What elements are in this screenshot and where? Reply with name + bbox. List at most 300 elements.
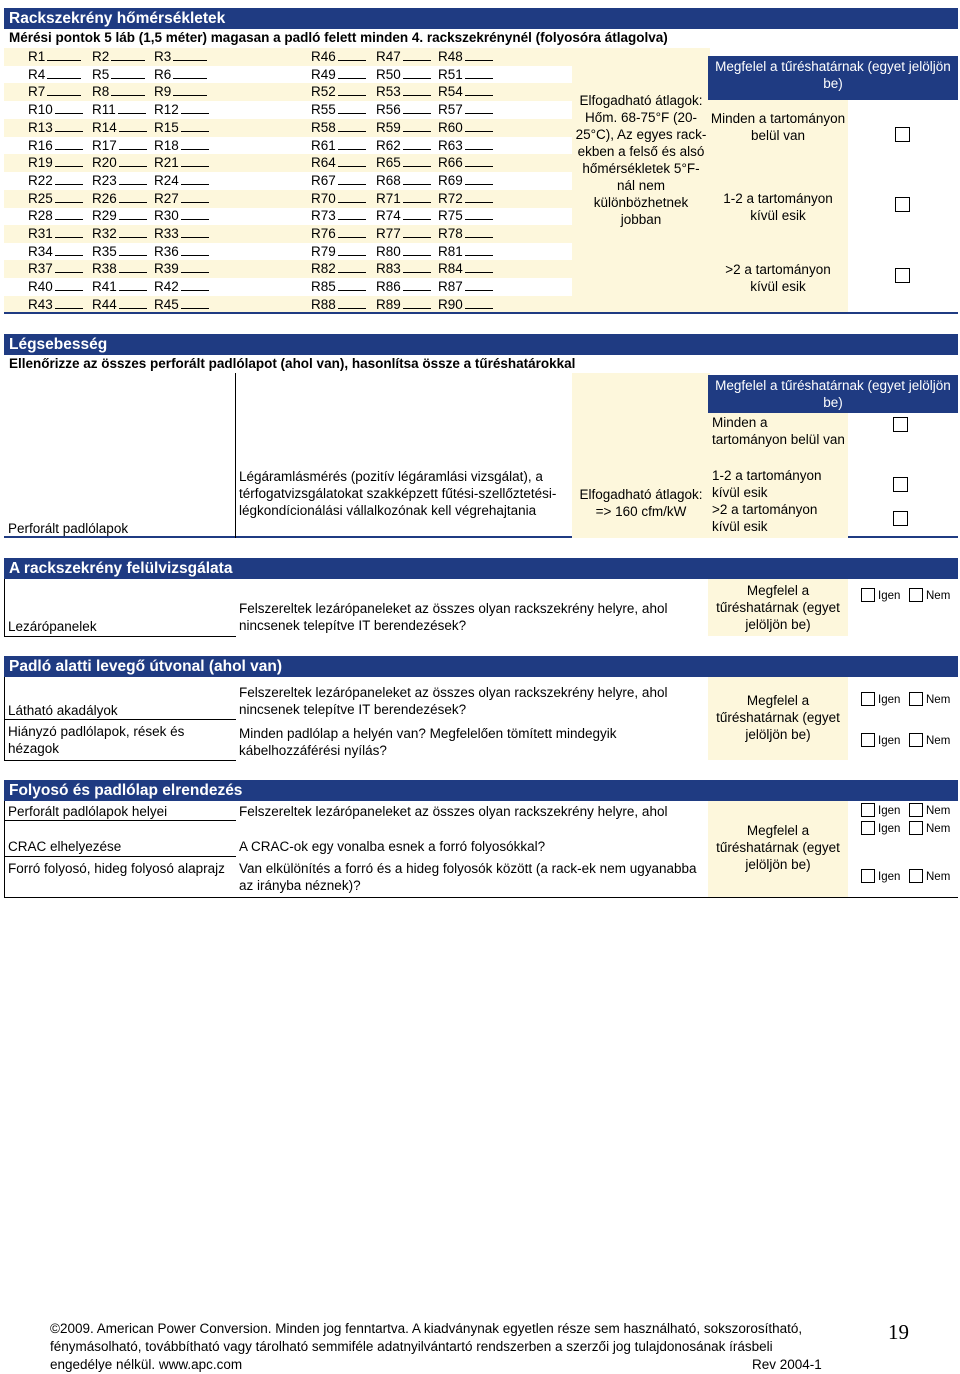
layout-label-1: Perforált padlólapok helyei [8,804,168,819]
rack-reading-blank[interactable] [47,68,81,79]
rack-reading-blank[interactable] [119,156,147,167]
rack-reading-field[interactable] [92,66,145,84]
rack-reading-blank[interactable] [55,174,83,185]
rack-id-label: R46 [311,49,336,64]
rack-reading-blank[interactable] [338,156,366,167]
rack-reading-field[interactable] [92,83,145,101]
rack-reading-blank[interactable] [55,192,83,203]
rack-id-label: R74 [376,208,401,223]
rack-option-3-checkbox[interactable] [895,268,910,283]
air-option-1: Minden a tartományon belül van [712,415,845,447]
rack-id-label: R52 [311,84,336,99]
rack-id-label: R31 [28,226,53,241]
rack-reading-blank[interactable] [403,227,431,238]
rack-reading-field[interactable] [311,278,366,296]
rack-id-label: R79 [311,244,336,259]
rack-reading-blank[interactable] [465,192,493,203]
rack-reading-blank[interactable] [338,103,366,114]
rack-reading-blank[interactable] [181,174,209,185]
rack-id-label: R43 [28,297,53,312]
rack-reading-field[interactable] [376,119,431,137]
rack-id-label: R10 [28,102,53,117]
rack-reading-field[interactable] [154,278,209,296]
rack-reading-field[interactable] [92,190,147,208]
rack-reading-blank[interactable] [181,103,209,114]
air-option-3: >2 a tartományon kívül esik [712,502,818,534]
rack-reading-blank[interactable] [465,280,493,291]
rack-id-label: R16 [28,138,53,153]
rack-reading-blank[interactable] [338,262,366,273]
rack-id-label: R77 [376,226,401,241]
rack-reading-field[interactable] [311,207,366,225]
air-description: Légáramlásmérés (pozitív légáramlási vizsgálat), a térfogatvizsgálatokat szakképzett fűtési-szellőztetési-légkondícionálási vállalkozónak kell végrehajtania [239,469,557,518]
layout-2-no-label: Nem [926,823,951,835]
rack-reading-field[interactable] [154,101,209,119]
rack-reading-field[interactable] [92,207,147,225]
rack-id-label: R30 [154,208,179,223]
rack-reading-field[interactable] [92,119,147,137]
rack-reading-field[interactable] [92,243,147,261]
rack-reading-field[interactable] [154,154,209,172]
layout-row1-underline [4,820,236,821]
rack-reading-field[interactable] [311,225,366,243]
underfloor-2-no-checkbox[interactable] [909,733,923,747]
rack-id-label: R73 [311,208,336,223]
layout-bottom-rule [4,897,958,898]
layout-1-no-checkbox[interactable] [909,803,923,817]
rack-id-label: R90 [438,297,463,312]
rack-reading-blank[interactable] [119,174,147,185]
rack-id-label: R81 [438,244,463,259]
rack-reading-blank[interactable] [403,103,431,114]
rack-reading-blank[interactable] [465,156,493,167]
rack-reading-field[interactable] [154,119,209,137]
rack-reading-blank[interactable] [403,245,431,256]
layout-2-no-checkbox[interactable] [909,821,923,835]
rack-reading-blank[interactable] [338,245,366,256]
rack-reading-blank[interactable] [119,209,147,220]
rack-reading-field[interactable] [28,190,83,208]
rack-reading-blank[interactable] [119,262,147,273]
rack-id-label: R37 [28,261,53,276]
underfloor-1-no-label: Nem [926,694,951,706]
rack-reading-field[interactable] [311,154,366,172]
rack-reading-field[interactable] [92,260,147,278]
rack-reading-field[interactable] [438,190,493,208]
rack-id-label: R71 [376,191,401,206]
rack-reading-blank[interactable] [119,227,147,238]
rack-reading-field[interactable] [376,154,431,172]
rack-id-label: R1 [28,49,46,64]
review-no-label: Nem [926,590,951,602]
rack-reading-blank[interactable] [403,50,431,61]
rack-reading-field[interactable] [311,83,366,101]
rack-reading-blank[interactable] [338,85,366,96]
rack-reading-blank[interactable] [111,85,145,96]
rack-reading-blank[interactable] [181,156,209,167]
underfloor-tolerance-text: Megfelel a tűréshatárnak (egyet jelöljön be) [716,693,840,742]
review-no-checkbox[interactable] [909,588,923,602]
rack-temps-subtitle: Mérési pontok 5 láb (1,5 méter) magasan a padló felett minden 4. rackszekrénynél (folyosóra átlagolva) [9,30,668,45]
footer-copyright: ©2009. American Power Conversion. Minden jog fenntartva. A kiadványnak egyetlen része sem használható, sokszorosítható, fénymásolható, továbbítható vagy tárolható semmiféle adatnyilvántartó rendszerben a szerzői jog tulajdonosának írásbeli engedélye nélkül. www.apc.com [50,1321,803,1372]
rack-id-label: R38 [92,261,117,276]
rack-id-label: R9 [154,84,172,99]
rack-id-label: R24 [154,173,179,188]
rack-id-label: R47 [376,49,401,64]
rack-id-label: R82 [311,261,336,276]
underfloor-label-2: Hiányzó padlólapok, rések és hézagok [8,724,185,756]
rack-reading-blank[interactable] [55,280,83,291]
rack-reading-blank[interactable] [465,68,493,79]
rack-reading-blank[interactable] [338,121,366,132]
rack-id-label: R17 [92,138,117,153]
rack-reading-field[interactable] [28,48,81,66]
rack-reading-blank[interactable] [338,298,366,309]
rack-id-label: R22 [28,173,53,188]
rack-reading-blank[interactable] [403,156,431,167]
rack-id-label: R29 [92,208,117,223]
rack-reading-blank[interactable] [465,298,493,309]
rack-reading-blank[interactable] [118,103,146,114]
rack-reading-field[interactable] [92,225,147,243]
section-title-rack-review: A rackszekrény felülvizsgálata [4,558,958,579]
air-velocity-subtitle: Ellenőrizze az összes perforált padlólapot (ahol van), hasonlítsa össze a tűréshatárokkal [9,356,576,371]
rack-reading-blank[interactable] [403,85,431,96]
rack-reading-field[interactable] [28,278,83,296]
rack-reading-blank[interactable] [119,121,147,132]
rack-reading-field[interactable] [376,172,431,190]
rack-review-left-rule [4,579,5,636]
layout-3-yes-checkbox[interactable] [861,869,875,883]
rack-reading-field[interactable] [92,278,147,296]
rack-id-label: R21 [154,155,179,170]
rack-reading-blank[interactable] [181,192,209,203]
rack-id-label: R69 [438,173,463,188]
air-option-1-checkbox[interactable] [893,417,908,432]
layout-left-rule [4,801,5,897]
rack-id-label: R35 [92,244,117,259]
rack-reading-blank[interactable] [465,227,493,238]
air-criteria-text: Elfogadható átlagok: => 160 cfm/kW [579,487,703,519]
rack-reading-blank[interactable] [55,121,83,132]
rack-id-label: R56 [376,102,401,117]
rack-reading-field[interactable] [376,83,431,101]
rack-reading-field[interactable] [92,48,145,66]
rack-reading-field[interactable] [438,137,493,155]
rack-reading-blank[interactable] [338,50,366,61]
rack-reading-blank[interactable] [338,139,366,150]
rack-id-label: R57 [438,102,463,117]
rack-reading-field[interactable] [311,172,366,190]
rack-reading-field[interactable] [28,119,83,137]
rack-reading-blank[interactable] [338,227,366,238]
rack-reading-field[interactable] [154,207,209,225]
rack-reading-field[interactable] [438,48,493,66]
rack-reading-blank[interactable] [465,139,493,150]
rack-option-2-checkbox[interactable] [895,197,910,212]
rack-reading-blank[interactable] [111,68,145,79]
rack-reading-field[interactable] [438,172,493,190]
rack-id-label: R72 [438,191,463,206]
rack-id-label: R48 [438,49,463,64]
rack-reading-blank[interactable] [181,298,209,309]
rack-option-3: >2 a tartományon kívül esik [725,262,831,294]
rack-reading-blank[interactable] [403,139,431,150]
underfloor-1-no-checkbox[interactable] [909,692,923,706]
rack-reading-blank[interactable] [119,139,147,150]
rack-reading-field[interactable] [92,154,147,172]
rack-id-label: R61 [311,138,336,153]
rack-id-label: R19 [28,155,53,170]
underfloor-1-yes-label: Igen [878,694,901,706]
rack-reading-blank[interactable] [47,85,81,96]
review-yes-checkbox[interactable] [861,588,875,602]
rack-id-label: R51 [438,67,463,82]
rack-reading-field[interactable] [311,48,366,66]
air-option-2: 1-2 a tartományon kívül esik [712,468,822,500]
rack-reading-blank[interactable] [465,50,493,61]
rack-reading-field[interactable] [376,137,431,155]
underfloor-question-1: Felszereltek lezárópaneleket az összes olyan rackszekrény helyre, ahol nincsenek telepítve IT berendezések? [239,685,668,717]
rack-reading-blank[interactable] [403,262,431,273]
underfloor-row1-underline [4,719,236,720]
rack-reading-field[interactable] [311,190,366,208]
rack-reading-blank[interactable] [465,103,493,114]
rack-reading-field[interactable] [92,172,147,190]
rack-reading-field[interactable] [311,243,366,261]
rack-id-label: R66 [438,155,463,170]
air-option-2-checkbox[interactable] [893,477,908,492]
rack-reading-field[interactable] [92,101,146,119]
rack-reading-field[interactable] [376,225,431,243]
rack-id-label: R68 [376,173,401,188]
rack-reading-blank[interactable] [181,245,209,256]
rack-reading-field[interactable] [438,225,493,243]
rack-id-label: R23 [92,173,117,188]
rack-reading-field[interactable] [438,101,493,119]
rack-reading-field[interactable] [311,119,366,137]
rack-id-label: R34 [28,244,53,259]
section-title-rack-temps: Rackszekrény hőmérsékletek [4,8,958,29]
rack-reading-field[interactable] [28,207,83,225]
underfloor-2-no-label: Nem [926,735,951,747]
rack-id-label: R84 [438,261,463,276]
rack-reading-field[interactable] [376,66,431,84]
rack-reading-blank[interactable] [403,280,431,291]
rack-id-label: R76 [311,226,336,241]
rack-reading-field[interactable] [154,260,209,278]
rack-reading-blank[interactable] [55,227,83,238]
rack-id-label: R27 [154,191,179,206]
rack-option-2: 1-2 a tartományon kívül esik [723,191,833,223]
layout-2-yes-checkbox[interactable] [861,821,875,835]
rack-reading-blank[interactable] [403,121,431,132]
rack-reading-blank[interactable] [181,280,209,291]
review-question: Felszereltek lezárópaneleket az összes olyan rackszekrény helyre, ahol nincsenek telepítve IT berendezések? [239,601,668,633]
rack-option-1-checkbox[interactable] [895,127,910,142]
rack-reading-field[interactable] [154,172,209,190]
rack-reading-blank[interactable] [465,121,493,132]
rack-reading-blank[interactable] [55,245,83,256]
rack-id-label: R15 [154,120,179,135]
layout-row2-underline [4,856,236,857]
rack-reading-field[interactable] [154,83,207,101]
rack-reading-blank[interactable] [465,262,493,273]
rack-id-label: R7 [28,84,46,99]
rack-id-label: R25 [28,191,53,206]
rack-reading-field[interactable] [376,101,431,119]
underfloor-1-yes-checkbox[interactable] [861,692,875,706]
rack-reading-field[interactable] [438,66,493,84]
rack-reading-field[interactable] [376,260,431,278]
rack-reading-blank[interactable] [111,50,145,61]
underfloor-2-yes-label: Igen [878,735,901,747]
rack-reading-blank[interactable] [181,227,209,238]
rack-reading-blank[interactable] [181,262,209,273]
rack-id-label: R78 [438,226,463,241]
rack-reading-field[interactable] [28,137,83,155]
rack-reading-field[interactable] [438,83,493,101]
rack-reading-field[interactable] [28,243,83,261]
layout-3-no-label: Nem [926,871,951,883]
rack-reading-blank[interactable] [465,85,493,96]
rack-option-1: Minden a tartományon belül van [710,111,846,143]
rack-reading-field[interactable] [311,137,366,155]
rack-reading-blank[interactable] [55,156,83,167]
rack-reading-field[interactable] [311,101,366,119]
rack-reading-blank[interactable] [181,209,209,220]
layout-1-yes-checkbox[interactable] [861,803,875,817]
rack-criteria-text: Elfogadható átlagok: Hőm. 68-75°F (20-25°C), Az egyes rack-ekben a felső és alsó hőmérsékletek 5°F-nál nem különbözhetnek jobban [575,93,707,227]
rack-reading-blank[interactable] [465,174,493,185]
rack-reading-field[interactable] [438,243,493,261]
rack-id-label: R45 [154,297,179,312]
rack-reading-field[interactable] [28,154,83,172]
underfloor-label-1: Látható akadályok [8,703,118,718]
rack-reading-blank[interactable] [338,174,366,185]
rack-id-label: R28 [28,208,53,223]
rack-id-label: R65 [376,155,401,170]
rack-reading-blank[interactable] [173,85,207,96]
rack-reading-blank[interactable] [47,50,81,61]
rack-id-label: R88 [311,297,336,312]
rack-reading-blank[interactable] [338,209,366,220]
rack-reading-field[interactable] [376,207,431,225]
rack-reading-blank[interactable] [465,245,493,256]
rack-id-label: R2 [92,49,110,64]
rack-reading-field[interactable] [28,101,83,119]
rack-reading-blank[interactable] [119,298,147,309]
air-option-3-checkbox[interactable] [893,511,908,526]
rack-reading-field[interactable] [438,260,493,278]
rack-id-label: R80 [376,244,401,259]
rack-section-bottom-rule [4,312,958,314]
rack-reading-blank[interactable] [55,139,83,150]
rack-reading-field[interactable] [311,260,366,278]
rack-reading-blank[interactable] [55,262,83,273]
rack-reading-blank[interactable] [403,174,431,185]
layout-question-1: Felszereltek lezárópaneleket az összes olyan rackszekrény helyre, ahol [239,804,668,819]
rack-reading-field[interactable] [154,190,209,208]
rack-id-label: R70 [311,191,336,206]
rack-reading-field[interactable] [28,66,81,84]
rack-reading-blank[interactable] [181,139,209,150]
rack-id-label: R18 [154,138,179,153]
rack-reading-field[interactable] [376,190,431,208]
rack-reading-field[interactable] [311,66,366,84]
rack-reading-field[interactable] [376,278,431,296]
rack-reading-field[interactable] [28,83,81,101]
rack-reading-blank[interactable] [55,103,83,114]
rack-id-label: R89 [376,297,401,312]
rack-reading-field[interactable] [154,48,207,66]
rack-reading-field[interactable] [154,137,209,155]
rack-reading-field[interactable] [438,207,493,225]
rack-reading-blank[interactable] [173,50,207,61]
rack-id-label: R14 [92,120,117,135]
rack-id-label: R8 [92,84,110,99]
rack-id-label: R54 [438,84,463,99]
rack-reading-blank[interactable] [119,245,147,256]
section-title-underfloor: Padló alatti levegő útvonal (ahol van) [4,656,958,677]
rack-reading-field[interactable] [92,137,147,155]
rack-reading-field[interactable] [438,119,493,137]
rack-reading-blank[interactable] [403,209,431,220]
rack-reading-blank[interactable] [173,68,207,79]
rack-reading-blank[interactable] [181,121,209,132]
rack-reading-blank[interactable] [119,280,147,291]
rack-id-label: R60 [438,120,463,135]
rack-reading-field[interactable] [376,243,431,261]
review-yes-label: Igen [878,590,901,602]
rack-reading-field[interactable] [28,225,83,243]
layout-question-2: A CRAC-ok egy vonalba esnek a forró folyosókkal? [239,839,546,854]
rack-reading-blank[interactable] [338,68,366,79]
rack-reading-field[interactable] [376,48,431,66]
underfloor-2-yes-checkbox[interactable] [861,733,875,747]
underfloor-question-2: Minden padlólap a helyén van? Megfelelően tömített mindegyik kábelhozzáférési nyílás? [239,726,617,758]
rack-reading-blank[interactable] [465,209,493,220]
rack-id-label: R13 [28,120,53,135]
rack-reading-blank[interactable] [338,192,366,203]
rack-reading-field[interactable] [438,278,493,296]
rack-reading-blank[interactable] [403,68,431,79]
rack-reading-field[interactable] [154,225,209,243]
rack-reading-field[interactable] [438,154,493,172]
layout-3-no-checkbox[interactable] [909,869,923,883]
layout-tolerance-text: Megfelel a tűréshatárnak (egyet jelöljön be) [716,823,840,872]
rack-reading-field[interactable] [28,260,83,278]
air-tolerance-header: Megfelel a tűréshatárnak (egyet jelöljön be) [708,375,958,413]
rack-reading-blank[interactable] [119,192,147,203]
rack-reading-blank[interactable] [403,298,431,309]
rack-id-label: R26 [92,191,117,206]
rack-reading-field[interactable] [154,243,209,261]
rack-reading-blank[interactable] [55,298,83,309]
rack-id-label: R6 [154,67,172,82]
rack-tolerance-header: Megfelel a tűréshatárnak (egyet jelöljön be) [708,56,958,100]
rack-id-label: R83 [376,261,401,276]
rack-reading-field[interactable] [28,172,83,190]
rack-reading-field[interactable] [154,66,207,84]
rack-reading-blank[interactable] [338,280,366,291]
rack-id-label: R64 [311,155,336,170]
rack-reading-blank[interactable] [403,192,431,203]
rack-id-label: R3 [154,49,172,64]
rack-id-label: R59 [376,120,401,135]
rack-reading-blank[interactable] [55,209,83,220]
rack-id-label: R58 [311,120,336,135]
